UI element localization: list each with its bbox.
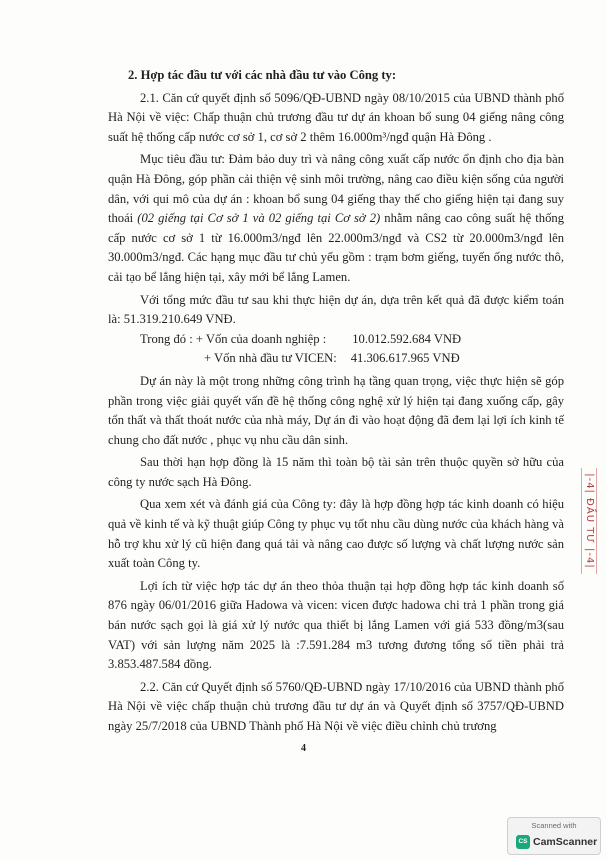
- objective-italic-note: (02 giếng tại Cơ sở 1 và 02 giếng tại Cơ sở 2): [137, 211, 381, 226]
- paragraph-total-investment: Với tổng mức đầu tư sau khi thực hiện dự án, dựa trên kết quả đã được kiểm toán là: 51.319.210.649 VNĐ.: [108, 292, 564, 327]
- objective-text-end: nhằm nâng cao công suất hệ thống cấp nước cơ sở 1 từ 16.000m3/ngđ lên 22.000m3/ngđ và CS2 từ 20.000m3/ngđ lên 30.000m3/ngđ. Các hạng mục đầu tư chủ yếu gồm : trạm bơm giếng, tuyến ống nước thô, cải tạo bể lắng hiện tại, xây mới bể lắng Lamen.: [108, 211, 564, 284]
- paragraph-2-1: 2.1. Căn cứ quyết định số 5096/QĐ-UBND ngày 08/10/2015 của UBND thành phố Hà Nội về việc: Chấp thuận chủ trương đầu tư dự án khoan bổ sung 04 giếng nâng công suất hệ thống cấp nước cơ sở 1, cơ sở 2 thêm 16.000m³/ngđ quận Hà Đông .: [108, 90, 564, 144]
- camscanner-badge: [507, 817, 601, 855]
- camscanner-name: CamScanner: [533, 836, 598, 848]
- section-heading: 2. Hợp tác đầu tư với các nhà đầu tư vào Công ty:: [128, 68, 397, 82]
- paragraph-company-evaluation: Qua xem xét và đánh giá của Công ty: đây là hợp đồng hợp tác kinh doanh có hiệu quả về kinh tế và kỹ thuật giúp Công ty phục vụ tốt nhu cầu dùng nước của khách hàng và hỗ trợ khu xử lý cũ hiện đang quá tải và nâng cao được số lượng và chất lượng nước sản xuất toàn Công ty.: [108, 497, 564, 571]
- allocation-enterprise-capital: [108, 330, 564, 350]
- allocation-vicen-capital: [108, 349, 564, 369]
- allocation-vicen-amount: 41.306.617.965 VNĐ: [350, 351, 460, 366]
- stamp-text: |-4| ĐẦU TƯ |-4|: [584, 473, 595, 569]
- allocation-enterprise-amount: 10.012.592.684 VNĐ: [352, 331, 462, 346]
- allocation-enterprise-label: Trong đó : + Vốn của doanh nghiệp :: [140, 331, 327, 346]
- scanned-with-label: Scanned with: [531, 821, 577, 830]
- document-body: [108, 66, 564, 737]
- paragraph-cooperation-benefit: Lợi ích từ việc hợp tác dự án theo thỏa thuận tại hợp đồng hợp tác kinh doanh số 876 ngày 06/01/2016 giữa Hadowa và vicen: vicen được hadowa chi trả 1 phần trong giá bán nước sạch gọi là giá xử lý nước qua thiết bị lắng Lamen với giá 533 đồng/m3(sau VAT) với sản lượng năm 2025 là :7.591.284 m3 tương đương tổng số tiền phải trả 3.853.487.584 đồng.: [108, 578, 564, 672]
- paragraph-contract-term: Sau thời hạn hợp đồng là 15 năm thì toàn bộ tài sản trên thuộc quyền sở hữu của công ty nước sạch Hà Đông.: [108, 455, 564, 489]
- paragraph-investment-objective: [108, 150, 564, 287]
- paragraph-2-2: 2.2. Căn cứ Quyết định số 5760/QĐ-UBND ngày 17/10/2016 của UBND thành phố Hà Nội về việc chấp thuận chủ trương đầu tư dự án và Quyết định số 3757/QĐ-UBND ngày 25/7/2018 của UBND Thành phố Hà Nội về việc điều chỉnh chủ trương: [108, 679, 564, 733]
- objective-text-start: Mục tiêu đầu tư: Đảm bảo duy trì và nâng công xuất cấp nước ổn định cho địa bàn quận Hà Đông, góp phần cải thiện vệ sinh môi trường, nâng cao điều kiện sống của người dân, với qui mô của dự án : khoan bổ sung 04 giếng thay thế cho giếng hiện tại đang suy thoái: [108, 152, 564, 226]
- allocation-vicen-label: + Vốn nhà đầu tư VICEN:: [204, 351, 337, 366]
- paragraph-project-importance: Dự án này là một trong những công trình hạ tầng quan trọng, việc thực hiện sẽ góp phần trong việc giải quyết vấn đề hệ thống công nghệ xử lý hiện tại đang xuống cấp, gây tổn thất và thất thoát nước của nhà máy, Dự án đi vào hoạt động đã đem lại lợi ích kinh tế chung cho đất nước , phục vụ nhu cầu dân sinh.: [108, 373, 564, 447]
- side-stamp: [578, 468, 600, 574]
- camscanner-logo-icon: CS: [516, 835, 530, 849]
- page-number: 4: [301, 743, 306, 754]
